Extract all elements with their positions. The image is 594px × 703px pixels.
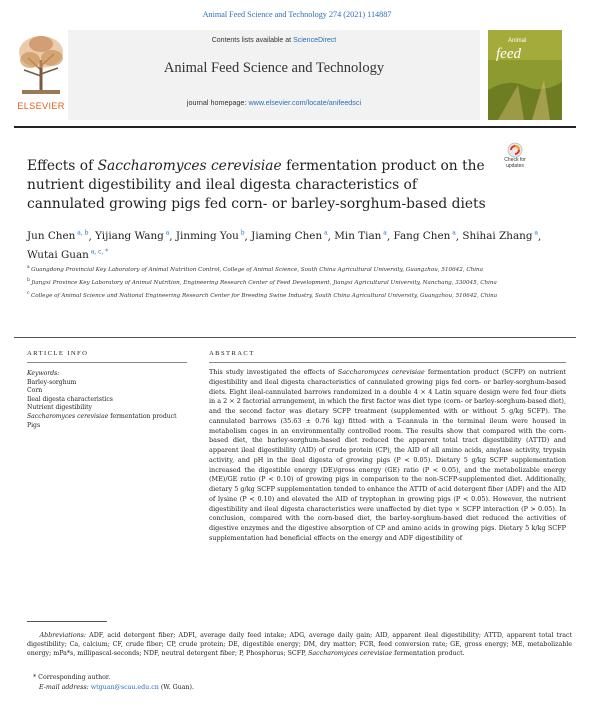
- email-line: [27, 683, 567, 693]
- header-rule: [14, 126, 576, 128]
- author-name[interactable]: [334, 230, 387, 242]
- abstract-species: Saccharomyces cerevisiae: [337, 368, 425, 376]
- author-affiliation-marker[interactable]: a: [532, 230, 538, 237]
- author-affiliation-marker[interactable]: a: [381, 230, 387, 237]
- affiliation-item: [27, 264, 547, 274]
- article-info-heading: ARTICLE INFO: [27, 350, 89, 357]
- author-name-text[interactable]: Jiaming Chen: [251, 230, 323, 243]
- abbreviations-species: Saccharomyces cerevisiae: [308, 650, 393, 657]
- contents-prefix: Contents lists available at: [211, 37, 294, 44]
- author-name-text[interactable]: Min Tian: [334, 230, 382, 243]
- contents-line: [68, 37, 480, 44]
- keyword-item: Barley-sorghum: [27, 378, 77, 386]
- journal-title: Animal Feed Science and Technology: [163, 60, 385, 76]
- author-name[interactable]: [251, 230, 327, 242]
- journal-citation[interactable]: Animal Feed Science and Technology 274 (2021) 114887: [202, 10, 392, 19]
- keyword-item: Saccharomyces cerevisiae fermentation product: [27, 412, 177, 420]
- article-title: [27, 157, 487, 215]
- corresponding-author: * Corresponding author.: [33, 674, 111, 681]
- author-name-text[interactable]: Yijiang Wang: [95, 230, 164, 243]
- abstract-part2: fermentation product (SCFP) on nutrient digestibility and ileal digesta characteristics of cannulated growing pigs fed corn- or barley-sorghum-based diets. Eight ileal-cannulated barrows randomized in a double 4 × 4 Latin square design were fed four diets in a 2 × 2 factorial arrangement, in which the first factor was diet type (corn- or barley-sorghum-based diet), and the second factor was dietary SCFP treatment (supplemented with or without 5 g/kg SCFP). The cannulated barrows (35.63 ± 0.76 kg) fitted with a T-cannula in the terminal ileum were housed in metabolism cages in an environmentally controlled room. The results show that compared with the corn-based diet, the barley-sorghum-based diet reduced the apparent total tract digestibility (ATTD) and apparent ileal digestibility (AID) of crude protein (CP), the AID of all amino acids, amylase activity, trypsin activity, and pH in the ileal digesta of growing pigs (P < 0.05). Dietary 5 g/kg SCFP supplementation increased the digestible energy (DE)/gross energy (GE) ratio (P < 0.05), and the metabolizable energy (ME)/GE ratio (P < 0.10) of growing pigs in comparison to the non-SCFP-supplemented diet. Additionally, dietary 5 g/kg SCFP supplementation tended to enhance the ATTD of acid detergent fiber (ADF) and the AID of lysine (P < 0.10) and elevated the AID of tryptophan in growing pigs (P < 0.05). However, the nutrient digestibility and ileal digesta characteristics were unaffected by diet type × SCFP interaction (P > 0.05). In conclusion, compared with the corn-based diet, the barley-sorghum-based diet reduced the activities of digestive enzymes and the digestive absorption of CP and amino acids in growing pigs. Dietary 5 k/kg SCFP supplementation had beneficial effects on the energy and ADF digestibility of: [209, 368, 566, 542]
- affiliation-list: [27, 264, 547, 303]
- affiliation-item: [27, 290, 547, 300]
- email-label: E-mail address:: [39, 683, 91, 691]
- abbreviations-end: fermentation product.: [392, 650, 465, 657]
- author-name-text[interactable]: Fang Chen: [393, 230, 451, 243]
- affiliation-marker: b: [27, 278, 32, 284]
- affiliation-item: [27, 277, 547, 287]
- title-species: Saccharomyces cerevisiae: [97, 158, 282, 174]
- author-name[interactable]: [95, 230, 169, 242]
- section-rule: [14, 337, 576, 338]
- keyword-item: Corn: [27, 387, 43, 395]
- author-name-text[interactable]: Wutai Guan: [27, 248, 89, 261]
- title-part2: fermentation product on the nutrient digestibility and ileal digesta characteristics of cannulated growing pigs fed corn- or barley-sorghum-based diets: [27, 158, 486, 213]
- abstract-text: [209, 368, 566, 544]
- author-name[interactable]: [27, 249, 108, 261]
- keyword-item: Ileal digesta characteristics: [27, 395, 113, 403]
- author-affiliation-marker[interactable]: a: [450, 230, 456, 237]
- affiliation-text: Jiangxi Province Key Laboratory of Animal Nutrition, Engineering Research Center of Feed Development, Jiangxi Agricultural University, Nanchang, 330045, China: [31, 280, 497, 287]
- author-name[interactable]: [462, 230, 538, 242]
- homepage-prefix: journal homepage:: [186, 98, 249, 107]
- author-name[interactable]: [27, 230, 88, 242]
- keywords-block: [27, 370, 197, 430]
- author-name[interactable]: [393, 230, 455, 242]
- affiliation-text: College of Animal Science and National Engineering Research Center for Breeding Swine Industry, South China Agricultural University, Guangzhou, 510642, China: [30, 293, 498, 300]
- abstract-rule: [209, 362, 566, 363]
- cover-brand: Animal: [508, 38, 527, 44]
- abstract-part1: This study investigated the effects of: [209, 368, 338, 376]
- abbreviations-text: ADF, acid detergent fiber; ADFI, average daily feed intake; ADG, average daily gain; AID, apparent ileal digestibility; ATTD, apparent total tract digestibility; Ca, calcium; CF, crude fiber; CP, crude protein; DE, digestible energy; DM, dry matter; FCR, feed conversion rate; GE, gross energy; ME, metabolizable energy; mPa*s, millipascal-seconds; NDF, neutral detergent fiber; P, Phosphorus; SCFP,: [27, 632, 572, 657]
- sciencedirect-link[interactable]: ScienceDirect: [293, 37, 337, 44]
- title-part1: Effects of: [27, 158, 98, 174]
- keyword-list: [27, 379, 197, 431]
- author-name-text[interactable]: Jun Chen: [27, 230, 76, 243]
- author-name-text[interactable]: Jinming You: [175, 230, 239, 243]
- article-info-rule: [27, 362, 187, 363]
- abstract-heading: ABSTRACT: [209, 350, 255, 357]
- homepage-link[interactable]: www.elsevier.com/locate/anifeedsci: [248, 98, 362, 107]
- abbreviations-footnote: [27, 631, 572, 658]
- abbreviations-label: Abbreviations:: [39, 632, 87, 639]
- author-list: Jun Chen $^{a, b}$, Yijiang Wang $^a$, Jinming You $^b$, Jiaming Chen $^a$, Min Tian $^a$, Fang Chen $^a$, Shihai Zhang $^a$, Wutai Guan $^{a, c, *}$: [27, 230, 542, 261]
- author-affiliation-marker[interactable]: a, c, *: [88, 248, 109, 256]
- keyword-item: Pigs: [27, 421, 41, 429]
- author-affiliation-marker[interactable]: a: [163, 230, 170, 237]
- author-name[interactable]: [176, 230, 245, 242]
- author-affiliation-marker[interactable]: a, b: [75, 230, 89, 237]
- email-link[interactable]: wtguan@scau.edu.cn: [90, 683, 159, 691]
- affiliation-text: Guangdong Provincial Key Laboratory of Animal Nutrition Control, College of Animal Science, South China Agricultural University, Guangzhou, 510642, China: [31, 266, 483, 273]
- email-suffix: (W. Guan).: [158, 683, 195, 691]
- author-affiliation-marker[interactable]: b: [238, 230, 245, 237]
- author-name-text[interactable]: Shihai Zhang: [462, 230, 533, 243]
- journal-homepage: [68, 98, 480, 107]
- affiliation-marker: c: [27, 291, 31, 297]
- keyword-item: Nutrient digestibility: [27, 404, 93, 412]
- author-affiliation-marker[interactable]: a: [322, 230, 328, 237]
- affiliation-marker: a: [27, 265, 32, 270]
- check-for-updates-label[interactable]: Check for updates: [504, 157, 526, 169]
- footnote-rule: [27, 621, 107, 622]
- keywords-heading: Keywords:: [27, 370, 60, 377]
- correspondence-footnote: [27, 673, 567, 692]
- publisher-name: ELSEVIER: [17, 101, 65, 111]
- journal-cover-image[interactable]: [488, 30, 562, 120]
- cover-title: feed: [496, 46, 521, 62]
